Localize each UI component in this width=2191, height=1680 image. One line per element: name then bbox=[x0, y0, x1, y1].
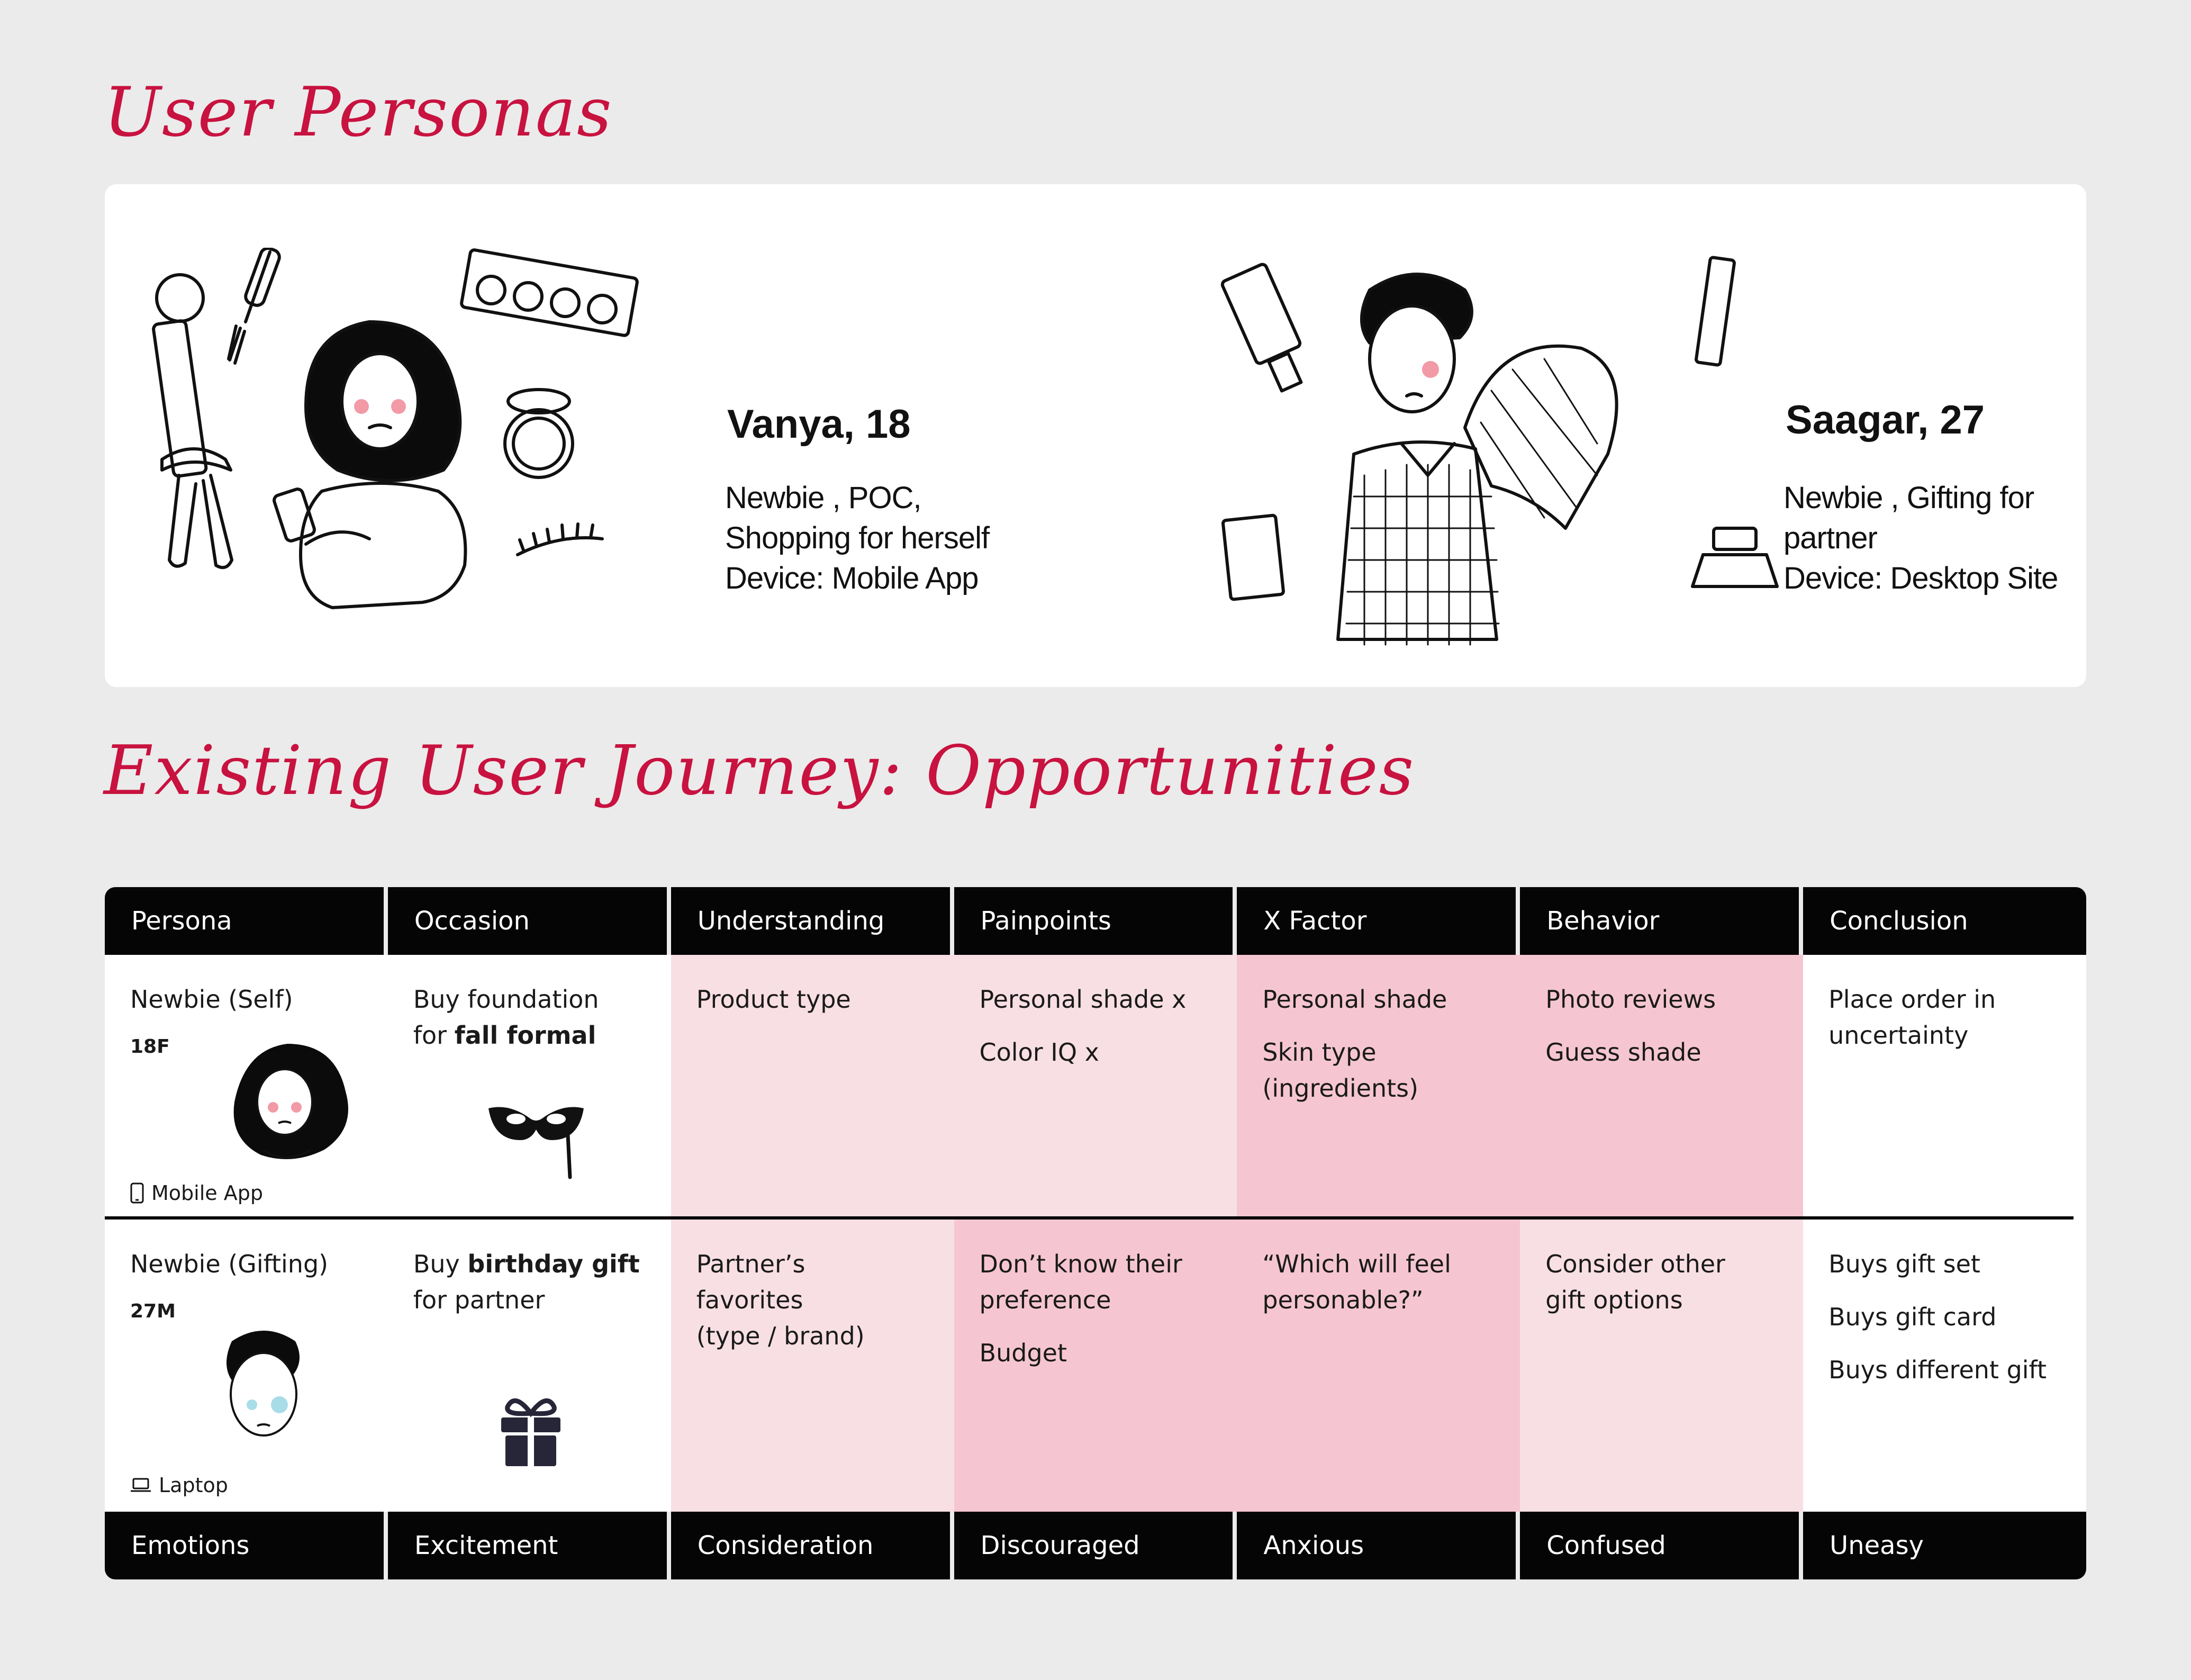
device-text: Mobile App bbox=[151, 1181, 263, 1205]
persona-desc-line: Device: Mobile App bbox=[725, 561, 979, 595]
persona-desc-line: partner bbox=[1783, 521, 1877, 555]
header-conclusion: Conclusion bbox=[1803, 887, 2086, 955]
behavior-item: Consider other bbox=[1545, 1250, 1725, 1278]
behavior-item: Photo reviews bbox=[1545, 985, 1716, 1014]
header-behavior: Behavior bbox=[1520, 887, 1803, 955]
cell-painpoints bbox=[954, 955, 1237, 1220]
cell-understanding bbox=[671, 1220, 954, 1512]
conclusion-item: uncertainty bbox=[1828, 1021, 1969, 1050]
header-persona: Persona bbox=[105, 887, 388, 955]
boy-avatar-icon bbox=[211, 1320, 316, 1458]
persona-label: Newbie (Gifting) bbox=[130, 1250, 329, 1278]
emotion-label: Emotions bbox=[105, 1512, 388, 1579]
xfactor-item: (ingredients) bbox=[1262, 1074, 1419, 1103]
device-label bbox=[130, 1474, 228, 1497]
xfactor-item: personable?” bbox=[1262, 1286, 1424, 1314]
title-user-journey: Existing User Journey: Opportunities bbox=[104, 731, 1415, 810]
occasion-text: for partner bbox=[413, 1286, 545, 1314]
emotion-discouraged: Discouraged bbox=[954, 1512, 1237, 1579]
vanya-illustration-icon bbox=[147, 248, 772, 618]
conclusion-item: Buys gift set bbox=[1828, 1250, 1980, 1278]
persona-desc-line: Newbie , POC, bbox=[725, 481, 921, 515]
emotion-excitement: Excitement bbox=[388, 1512, 671, 1579]
understanding-item: (type / brand) bbox=[696, 1322, 865, 1350]
xfactor-item: “Which will feel bbox=[1262, 1250, 1451, 1278]
header-xfactor: X Factor bbox=[1237, 887, 1520, 955]
device-text: Laptop bbox=[159, 1474, 228, 1497]
journey-table bbox=[105, 887, 2086, 1579]
persona-name-saagar: Saagar, 27 bbox=[1786, 398, 1985, 442]
emotion-uneasy: Uneasy bbox=[1803, 1512, 2086, 1579]
conclusion-item: Buys gift card bbox=[1828, 1303, 1997, 1331]
table-row bbox=[105, 955, 2086, 1220]
painpoint-item: Color IQ x bbox=[979, 1038, 1099, 1067]
occasion-highlight: birthday gift bbox=[467, 1250, 640, 1278]
occasion-text-line1 bbox=[413, 1246, 655, 1282]
table-row bbox=[105, 1220, 2086, 1512]
header-painpoints: Painpoints bbox=[954, 887, 1237, 955]
girl-avatar-icon bbox=[216, 1033, 359, 1171]
emotion-consideration: Consideration bbox=[671, 1512, 954, 1579]
gift-icon bbox=[499, 1394, 563, 1468]
persona-desc-line: Shopping for herself bbox=[725, 521, 990, 555]
cell-conclusion bbox=[1803, 955, 2086, 1220]
cell-occasion bbox=[388, 1220, 671, 1512]
xfactor-item: Personal shade bbox=[1262, 985, 1447, 1014]
understanding-item: Partner’s bbox=[696, 1250, 805, 1278]
occasion-text-line2 bbox=[413, 1017, 655, 1053]
persona-desc-vanya bbox=[725, 478, 989, 599]
painpoint-item: preference bbox=[979, 1286, 1111, 1314]
emotion-anxious: Anxious bbox=[1237, 1512, 1520, 1579]
mobile-phone-icon bbox=[130, 1182, 144, 1204]
cell-persona bbox=[105, 1220, 388, 1512]
painpoint-item: Budget bbox=[979, 1339, 1067, 1367]
painpoint-item: Personal shade x bbox=[979, 985, 1187, 1014]
persona-desc-line: Device: Desktop Site bbox=[1783, 561, 2058, 595]
occasion-text: Buy bbox=[413, 1250, 468, 1278]
persona-label: Newbie (Self) bbox=[130, 985, 293, 1014]
occasion-highlight: fall formal bbox=[454, 1021, 596, 1050]
cell-behavior bbox=[1520, 1220, 1803, 1512]
journey-header-row bbox=[105, 887, 2086, 955]
persona-name-vanya: Vanya, 18 bbox=[727, 402, 911, 447]
device-label bbox=[130, 1181, 263, 1205]
cell-behavior bbox=[1520, 955, 1803, 1220]
occasion-text: Buy foundation bbox=[413, 985, 599, 1014]
mask-icon bbox=[483, 1098, 589, 1182]
persona-tag: 27M bbox=[130, 1300, 176, 1322]
persona-tag: 18F bbox=[130, 1036, 170, 1058]
title-user-personas: User Personas bbox=[104, 73, 613, 152]
conclusion-item: Buys different gift bbox=[1828, 1356, 2047, 1384]
painpoint-item: Don’t know their bbox=[979, 1250, 1182, 1278]
behavior-item: Guess shade bbox=[1545, 1038, 1701, 1067]
cell-occasion bbox=[388, 955, 671, 1220]
persona-desc-line: Newbie , Gifting for bbox=[1783, 481, 2034, 515]
saagar-illustration-icon bbox=[1216, 253, 1841, 655]
cell-persona bbox=[105, 955, 388, 1220]
understanding-item: favorites bbox=[696, 1286, 803, 1314]
cell-xfactor bbox=[1237, 955, 1520, 1220]
xfactor-item: Skin type bbox=[1262, 1038, 1377, 1067]
persona-card bbox=[105, 184, 2086, 687]
conclusion-item: Place order in bbox=[1828, 985, 1996, 1014]
cell-xfactor bbox=[1237, 1220, 1520, 1512]
cell-conclusion bbox=[1803, 1220, 2086, 1512]
understanding-item: Product type bbox=[696, 985, 851, 1014]
header-occasion: Occasion bbox=[388, 887, 671, 955]
laptop-icon bbox=[130, 1477, 151, 1493]
persona-desc-saagar bbox=[1783, 478, 2058, 599]
header-understanding: Understanding bbox=[671, 887, 954, 955]
journey-emotions-row bbox=[105, 1512, 2086, 1579]
behavior-item: gift options bbox=[1545, 1286, 1683, 1314]
cell-painpoints bbox=[954, 1220, 1237, 1512]
occasion-text: for bbox=[413, 1021, 455, 1050]
emotion-confused: Confused bbox=[1520, 1512, 1803, 1579]
cell-understanding bbox=[671, 955, 954, 1220]
